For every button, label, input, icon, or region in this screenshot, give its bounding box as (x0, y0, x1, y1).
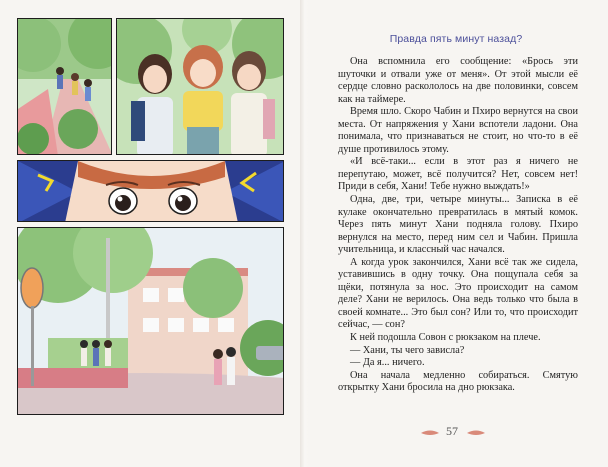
feather-right-icon (466, 429, 486, 437)
paragraph: Она вспомнила его сообщение: «Брось эти шуточки и отвали уже от меня». От этой мысли её сердце словно раскололось на две половинки, совсем как на таймере. (338, 56, 578, 105)
manga-panel-three-girls (116, 18, 284, 155)
book-spine (300, 0, 308, 467)
page-number: 57 (446, 424, 458, 438)
paragraph: Время шло. Скоро Чабин и Пхиро вернутся на свои места. От напряжения у Хани вспотели ладони. Она понимала, что признаваться не стоит, но что-то в её душе противилось этому. (338, 106, 578, 155)
paragraph: А когда урок закончился, Хани всё так же сидела, уставившись в одну точку. Она пощупала себя за щёки, потянула за нос. Это происходит на самом деле? Хани не верилось. Она ведь только что была в своей комнате... Это был сон? Или то, что происходит сейчас, — сон? (338, 256, 578, 331)
manga-panel-walking-students (17, 18, 112, 155)
manga-panel-eyes-closeup (17, 160, 284, 222)
paragraph: Одна, две, три, четыре минуты... Записка в её кулаке окончательно превратилась в мятый комок. Через пять минут Хани подняла голову. Пхиро вернулся на место, перед ним сел и Чабин. Пришла учительница, и классный час начался. (338, 194, 578, 256)
chapter-title: Правда пять минут назад? (389, 33, 523, 45)
paragraph: — Да я... ничего. (350, 357, 425, 369)
paragraph: — Хани, ты чего зависла? (350, 344, 465, 356)
paragraph: К ней подошла Совон с рюкзаком на плече. (350, 332, 541, 344)
feather-left-icon (420, 429, 440, 437)
paragraph: Она начала медленно собираться. Смятую открытку Хани бросила на дно рюкзака. (338, 369, 578, 394)
manga-panel-street-scene (17, 227, 284, 415)
paragraph: «И всё-таки... если в этот раз я ничего не перепутаю, может, всё получится? Нет, совсем нет! Приди в себя, Хани! Тебе нужно выждать!» (338, 156, 578, 193)
body-text (338, 56, 578, 395)
